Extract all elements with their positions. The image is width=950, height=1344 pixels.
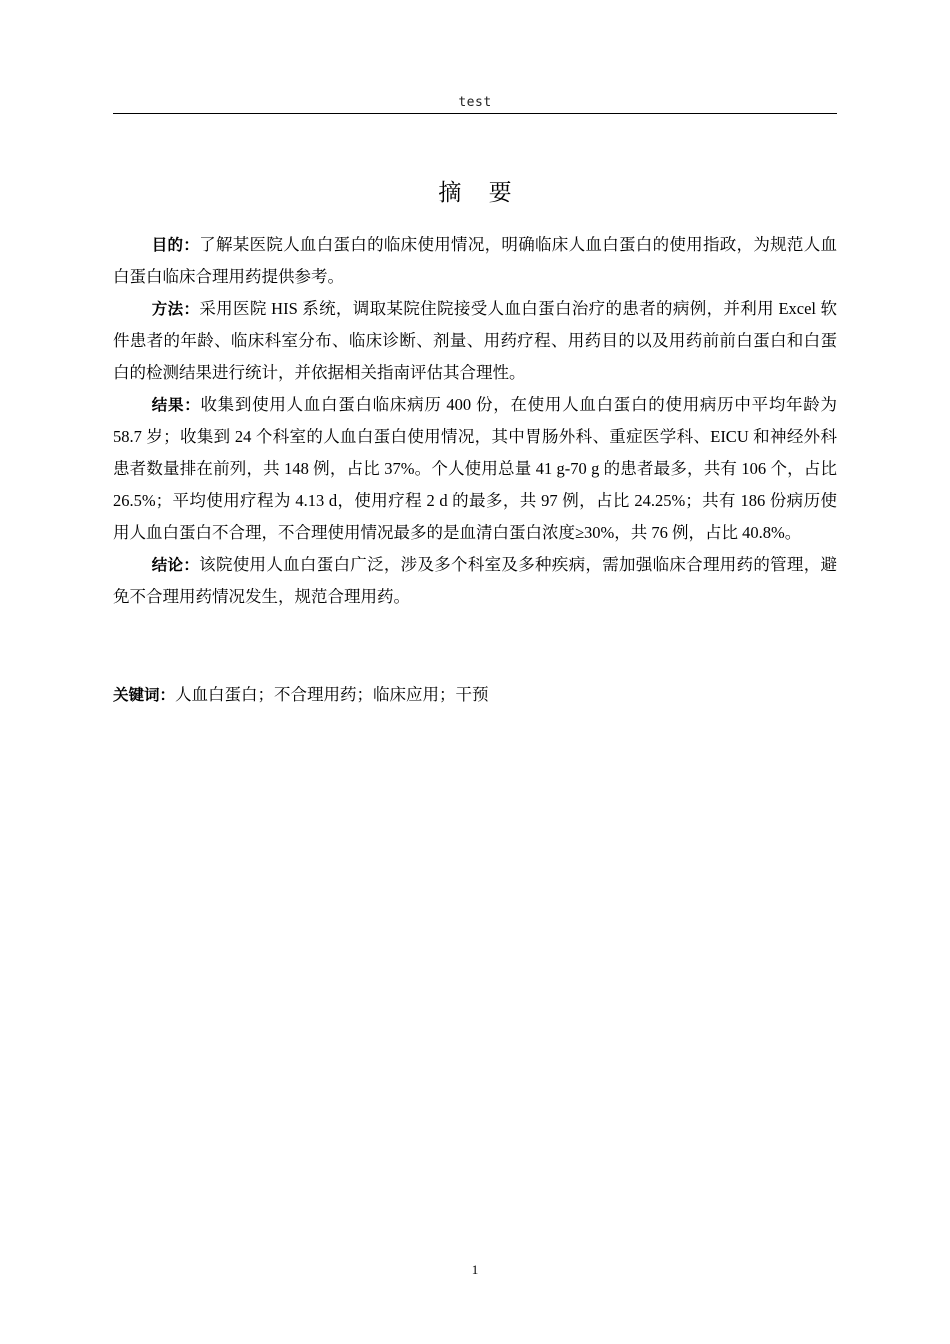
conclusion-paragraph (113, 549, 837, 613)
methods-paragraph (113, 293, 837, 389)
page-header-text: test (458, 95, 492, 110)
keywords-label: 关键词： (113, 686, 176, 704)
keywords-text: 人血白蛋白；不合理用药；临床应用；干预 (175, 685, 489, 704)
results-label: 结果： (151, 396, 201, 414)
purpose-paragraph (113, 229, 837, 293)
purpose-text: 了解某医院人血白蛋白的临床使用情况，明确临床人血白蛋白的使用指政，为规范人血白蛋白临床合理用药提供参考。 (113, 235, 837, 286)
conclusion-label: 结论： (151, 556, 200, 574)
results-text: 收集到使用人血白蛋白临床病历 400 份，在使用人血白蛋白的使用病历中平均年龄为 58.7 岁；收集到 24 个科室的人血白蛋白使用情况，其中胃肠外科、重症医学科、EICU 和神经外科患者数量排在前列，共 148 例，占比 37%。个人使用总量 41 g-70 g 的患者最多，共有 106 个，占比 26.5%；平均使用疗程为 4.13 d，使用疗程 2 d 的最多，共 97 例，占比 24.25%；共有 186 份病历使用人血白蛋白不合理，不合理使用情况最多的是血清白蛋白浓度≥30%，共 76 例，占比 40.8%。 (113, 395, 837, 542)
conclusion-text: 该院使用人血白蛋白广泛，涉及多个科室及多种疾病，需加强临床合理用药的管理，避免不合理用药情况发生，规范合理用药。 (113, 555, 837, 606)
keywords-line (113, 679, 837, 711)
header-rule (113, 113, 837, 114)
abstract-title: 摘 要 (438, 180, 522, 206)
abstract-body (113, 229, 837, 613)
methods-label: 方法： (151, 300, 200, 318)
results-paragraph (113, 389, 837, 549)
methods-text: 采用医院 HIS 系统，调取某院住院接受人血白蛋白治疗的患者的病例，并利用 Excel 软件患者的年龄、临床科室分布、临床诊断、剂量、用药疗程、用药目的以及用药前前白蛋白和白蛋白的检测结果进行统计，并依据相关指南评估其合理性。 (113, 299, 837, 382)
purpose-label: 目的： (151, 236, 200, 254)
page-number: 1 (471, 1262, 479, 1277)
